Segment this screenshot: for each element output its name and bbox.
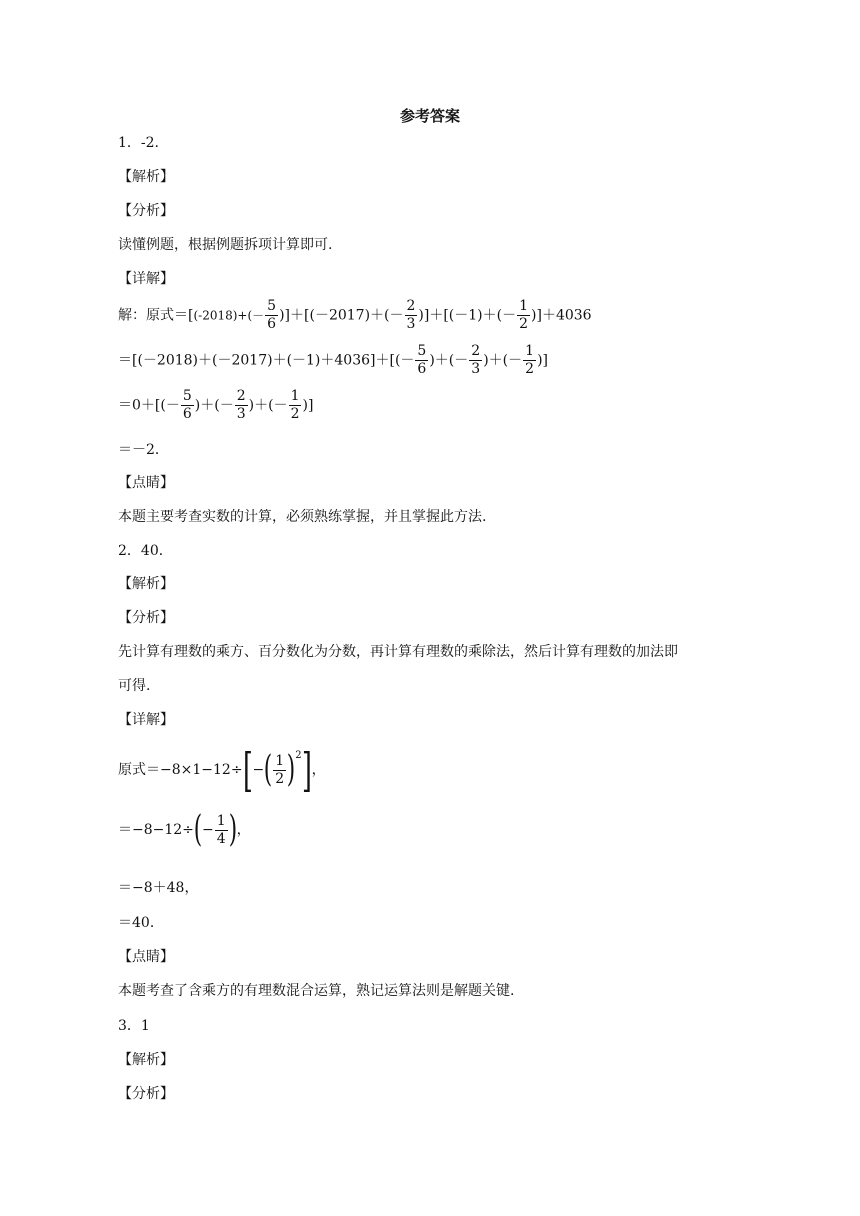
- q2-xiangjie-label: 【详解】: [118, 712, 174, 728]
- q1-step-4: ＝－2．: [118, 442, 169, 458]
- q2-fenxi-text-2: 可得.: [118, 678, 151, 694]
- q1-step-3-a: ＝0＋[(－: [118, 397, 180, 414]
- right-bracket: ]: [301, 743, 312, 797]
- right-paren: ): [287, 749, 296, 790]
- q1-step-1-b: )]＋[(－2017)＋(－: [279, 307, 404, 324]
- fraction-1-2: $\frac{1}{2}$: [519, 298, 529, 332]
- q2-step-2-post: ，: [236, 822, 251, 838]
- left-paren: (: [264, 749, 273, 790]
- q2-step-2-minus: −: [201, 822, 214, 838]
- q2-fenxi-text-1: 先计算有理数的乘方、百分数化为分数，再计算有理数的乘除法，然后计算有理数的加法即: [118, 644, 678, 660]
- q1-step-2-b: )＋(－: [429, 352, 469, 369]
- q1-step-2: [118, 343, 548, 378]
- q1-step-3-d: )]: [302, 397, 314, 414]
- q1-step-1-d: )]＋4036: [531, 307, 592, 324]
- q1-jiexi-label: 【解析】: [118, 169, 174, 185]
- q1-step-1: [118, 298, 592, 333]
- q1-step-1-pre: 解：原式＝[: [118, 307, 194, 324]
- page-title: 参考答案: [399, 107, 460, 125]
- left-bracket: [: [242, 743, 253, 797]
- left-paren: (: [193, 809, 203, 850]
- q2-step-1-pre: 原式＝−8×1−12÷: [118, 762, 243, 778]
- q2-step-1: [118, 743, 326, 797]
- q1-header: 1．-2.: [118, 135, 159, 151]
- fraction-1-2: $\frac{1}{2}$: [290, 388, 300, 422]
- q3-fenxi-label: 【分析】: [118, 1086, 174, 1102]
- q3-jiexi-label: 【解析】: [118, 1052, 174, 1068]
- fraction-1-2: $\frac{1}{2}$: [275, 752, 285, 787]
- fraction-5-6: $\frac{5}{6}$: [417, 343, 427, 377]
- fraction-2-3: $\frac{2}{3}$: [236, 388, 246, 422]
- q2-step-2-pre: ＝−8−12÷: [118, 822, 194, 838]
- q2-step-4: ＝40．: [118, 915, 164, 931]
- fraction-5-6: $\frac{5}{6}$: [182, 388, 192, 422]
- q2-dianjing-label: 【点睛】: [118, 949, 174, 965]
- fraction-2-3: $\frac{2}{3}$: [406, 298, 416, 332]
- exponent: 2: [295, 750, 302, 761]
- q1-step-2-c: )＋(－: [483, 352, 523, 369]
- q1-step-1-c: )]＋[(－1)＋(－: [418, 307, 517, 324]
- q1-step-3-c: )＋(－: [248, 397, 288, 414]
- q1-step-3: [118, 388, 313, 423]
- q1-step-3-b: )＋(－: [194, 397, 234, 414]
- right-paren: ): [228, 809, 237, 850]
- q1-dianjing-text: 本题主要考查实数的计算，必须熟练掌握，并且掌握此方法.: [118, 509, 487, 525]
- q2-jiexi-label: 【解析】: [118, 576, 174, 592]
- q1-step-2-d: )]: [537, 352, 548, 369]
- q2-dianjing-text: 本题考查了含乘方的有理数混合运算，熟记运算法则是解题关键.: [118, 983, 515, 999]
- fraction-1-4: $\frac{1}{4}$: [216, 812, 226, 847]
- fraction-2-3: $\frac{2}{3}$: [471, 343, 481, 377]
- q1-dianjing-label: 【点睛】: [118, 475, 174, 491]
- q2-step-3: ＝−8＋48，: [118, 880, 199, 896]
- q2-step-1-minus: −: [252, 762, 265, 778]
- q1-fenxi-text: 读懂例题，根据例题拆项计算即可.: [118, 237, 333, 253]
- q1-step-1-a: (-2018)+(－: [193, 308, 265, 323]
- fraction-1-2: $\frac{1}{2}$: [525, 343, 535, 377]
- q3-header: 3．1: [118, 1018, 150, 1034]
- q2-fenxi-label: 【分析】: [118, 610, 174, 626]
- q2-step-2: [118, 809, 251, 850]
- q1-xiangjie-label: 【详解】: [118, 271, 174, 287]
- fraction-5-6: $\frac{5}{6}$: [267, 298, 277, 332]
- q1-step-2-a: ＝[(－2018)＋(－2017)＋(－1)＋4036]＋[(－: [118, 352, 415, 369]
- q2-header: 2．40．: [118, 543, 173, 559]
- q2-step-1-post: ，: [311, 762, 326, 778]
- q1-fenxi-label: 【分析】: [118, 203, 174, 219]
